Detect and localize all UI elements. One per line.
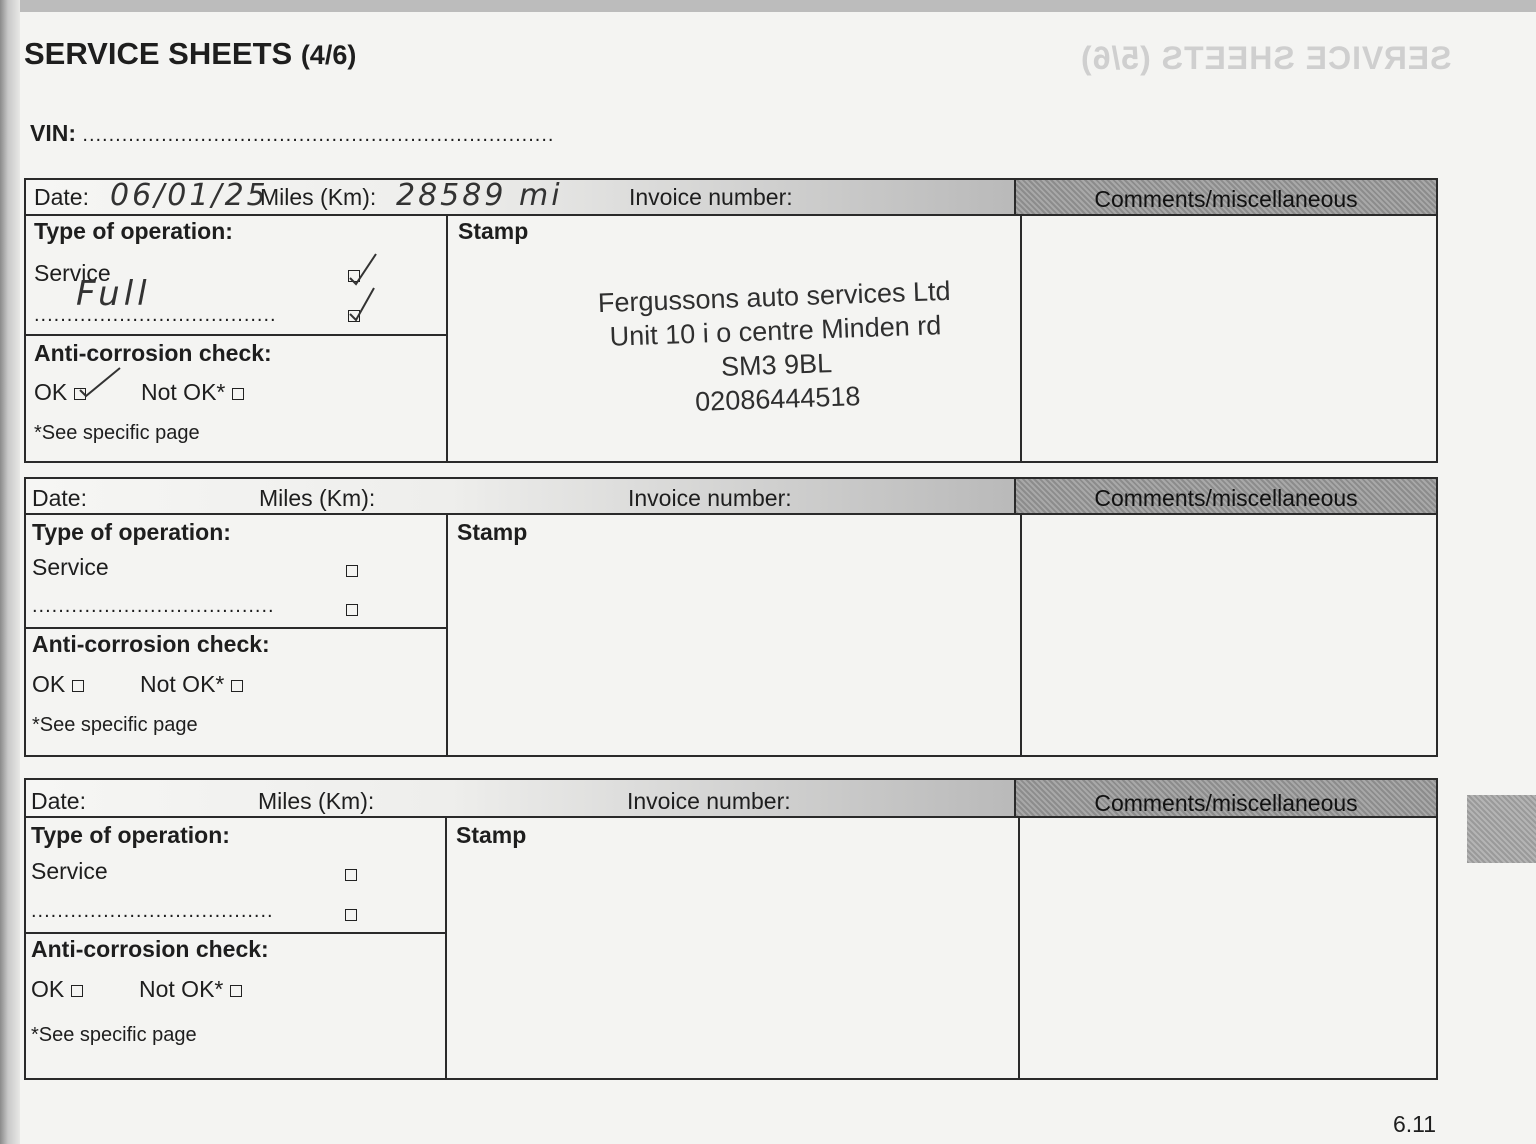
stamp-line-2: Unit 10 i o centre Minden rd — [609, 310, 942, 352]
operation-divider — [26, 334, 448, 336]
date-label: Date: — [32, 485, 87, 511]
not-ok-label: Not OK* — [141, 379, 226, 405]
operation-divider — [26, 932, 447, 934]
miles-label: Miles (Km): — [258, 788, 375, 814]
vin-field — [30, 120, 554, 147]
invoice-label: Invoice number: — [629, 184, 793, 210]
date-label: Date: — [31, 788, 86, 814]
ok-label: OK — [32, 671, 66, 697]
not-ok-option — [140, 671, 243, 698]
ok-checkbox[interactable] — [72, 680, 84, 692]
operation-divider — [26, 627, 448, 629]
not-ok-checkbox[interactable] — [231, 680, 243, 692]
miles-label: Miles (Km): — [260, 184, 377, 210]
stamp-label: Stamp — [458, 218, 529, 244]
service-label: Service — [34, 260, 111, 286]
comments-label: Comments/miscellaneous — [1094, 485, 1358, 511]
other-operation-line: ..................................... — [34, 304, 277, 326]
comments-divider — [1020, 216, 1022, 461]
other-operation-line: ..................................... — [32, 595, 275, 617]
ok-option — [31, 976, 83, 1003]
service-entry-2 — [24, 477, 1438, 757]
page-title — [24, 36, 356, 72]
anti-corrosion-label: Anti-corrosion check: — [32, 631, 270, 657]
stamp-line-1: Fergussons auto services Ltd — [597, 275, 951, 319]
vin-label: VIN: — [30, 120, 76, 146]
ok-label: OK — [31, 976, 65, 1002]
service-entry-3 — [24, 778, 1438, 1080]
other-operation-handwritten: Full — [76, 274, 151, 314]
stamp-label: Stamp — [457, 519, 528, 545]
service-label: Service — [31, 858, 108, 884]
stamp-divider — [446, 216, 448, 461]
comments-label: Comments/miscellaneous — [1094, 186, 1358, 212]
scan-top-edge — [0, 0, 1536, 12]
scan-binding-edge — [0, 0, 20, 1144]
vin-dotted-line: ........................................................................ — [82, 124, 555, 146]
not-ok-option — [139, 976, 242, 1003]
miles-handwritten: 28589 mi — [396, 178, 563, 213]
invoice-label: Invoice number: — [627, 788, 791, 814]
ok-label: OK — [34, 379, 68, 405]
type-of-operation-label: Type of operation: — [34, 218, 233, 244]
show-through-ghost-text: SERVICE SHEETS (5/6) — [1080, 40, 1452, 76]
see-specific-note: *See specific page — [34, 422, 200, 444]
dealer-stamp — [544, 272, 1008, 424]
anti-corrosion-label: Anti-corrosion check: — [31, 936, 269, 962]
ok-option — [32, 671, 84, 698]
title-main: SERVICE SHEETS — [24, 36, 293, 71]
ok-checkbox[interactable] — [71, 985, 83, 997]
date-handwritten: 06/01/25 — [110, 178, 269, 213]
date-label: Date: — [34, 184, 89, 210]
not-ok-label: Not OK* — [140, 671, 225, 697]
miles-label: Miles (Km): — [259, 485, 376, 511]
type-of-operation-label: Type of operation: — [32, 519, 231, 545]
see-specific-note: *See specific page — [32, 714, 198, 736]
comments-divider — [1020, 515, 1022, 755]
other-operation-checkbox[interactable] — [346, 604, 358, 616]
not-ok-checkbox[interactable] — [232, 388, 244, 400]
stamp-divider — [445, 818, 447, 1078]
service-label: Service — [32, 554, 109, 580]
stamp-line-4: 02086444518 — [694, 381, 861, 417]
page-number: 6.11 — [1392, 1111, 1436, 1137]
comments-divider — [1018, 818, 1020, 1078]
not-ok-label: Not OK* — [139, 976, 224, 1002]
stamp-divider — [446, 515, 448, 755]
not-ok-checkbox[interactable] — [230, 985, 242, 997]
service-checkbox[interactable] — [345, 869, 357, 881]
anti-corrosion-label: Anti-corrosion check: — [34, 340, 272, 366]
type-of-operation-label: Type of operation: — [31, 822, 230, 848]
ok-checkmark-handwritten — [76, 364, 126, 400]
title-part: (4/6) — [300, 40, 357, 70]
comments-label: Comments/miscellaneous — [1094, 790, 1358, 816]
see-specific-note: *See specific page — [31, 1024, 197, 1046]
other-operation-line: ..................................... — [31, 900, 274, 922]
not-ok-option — [141, 379, 244, 406]
stamp-label: Stamp — [456, 822, 527, 848]
checkmarks-handwritten — [344, 250, 384, 330]
invoice-label: Invoice number: — [628, 485, 792, 511]
section-tab-marker — [1467, 795, 1536, 863]
service-entry-1 — [24, 178, 1438, 463]
other-operation-checkbox[interactable] — [345, 909, 357, 921]
stamp-line-3: SM3 9BL — [720, 348, 833, 382]
service-checkbox[interactable] — [346, 565, 358, 577]
